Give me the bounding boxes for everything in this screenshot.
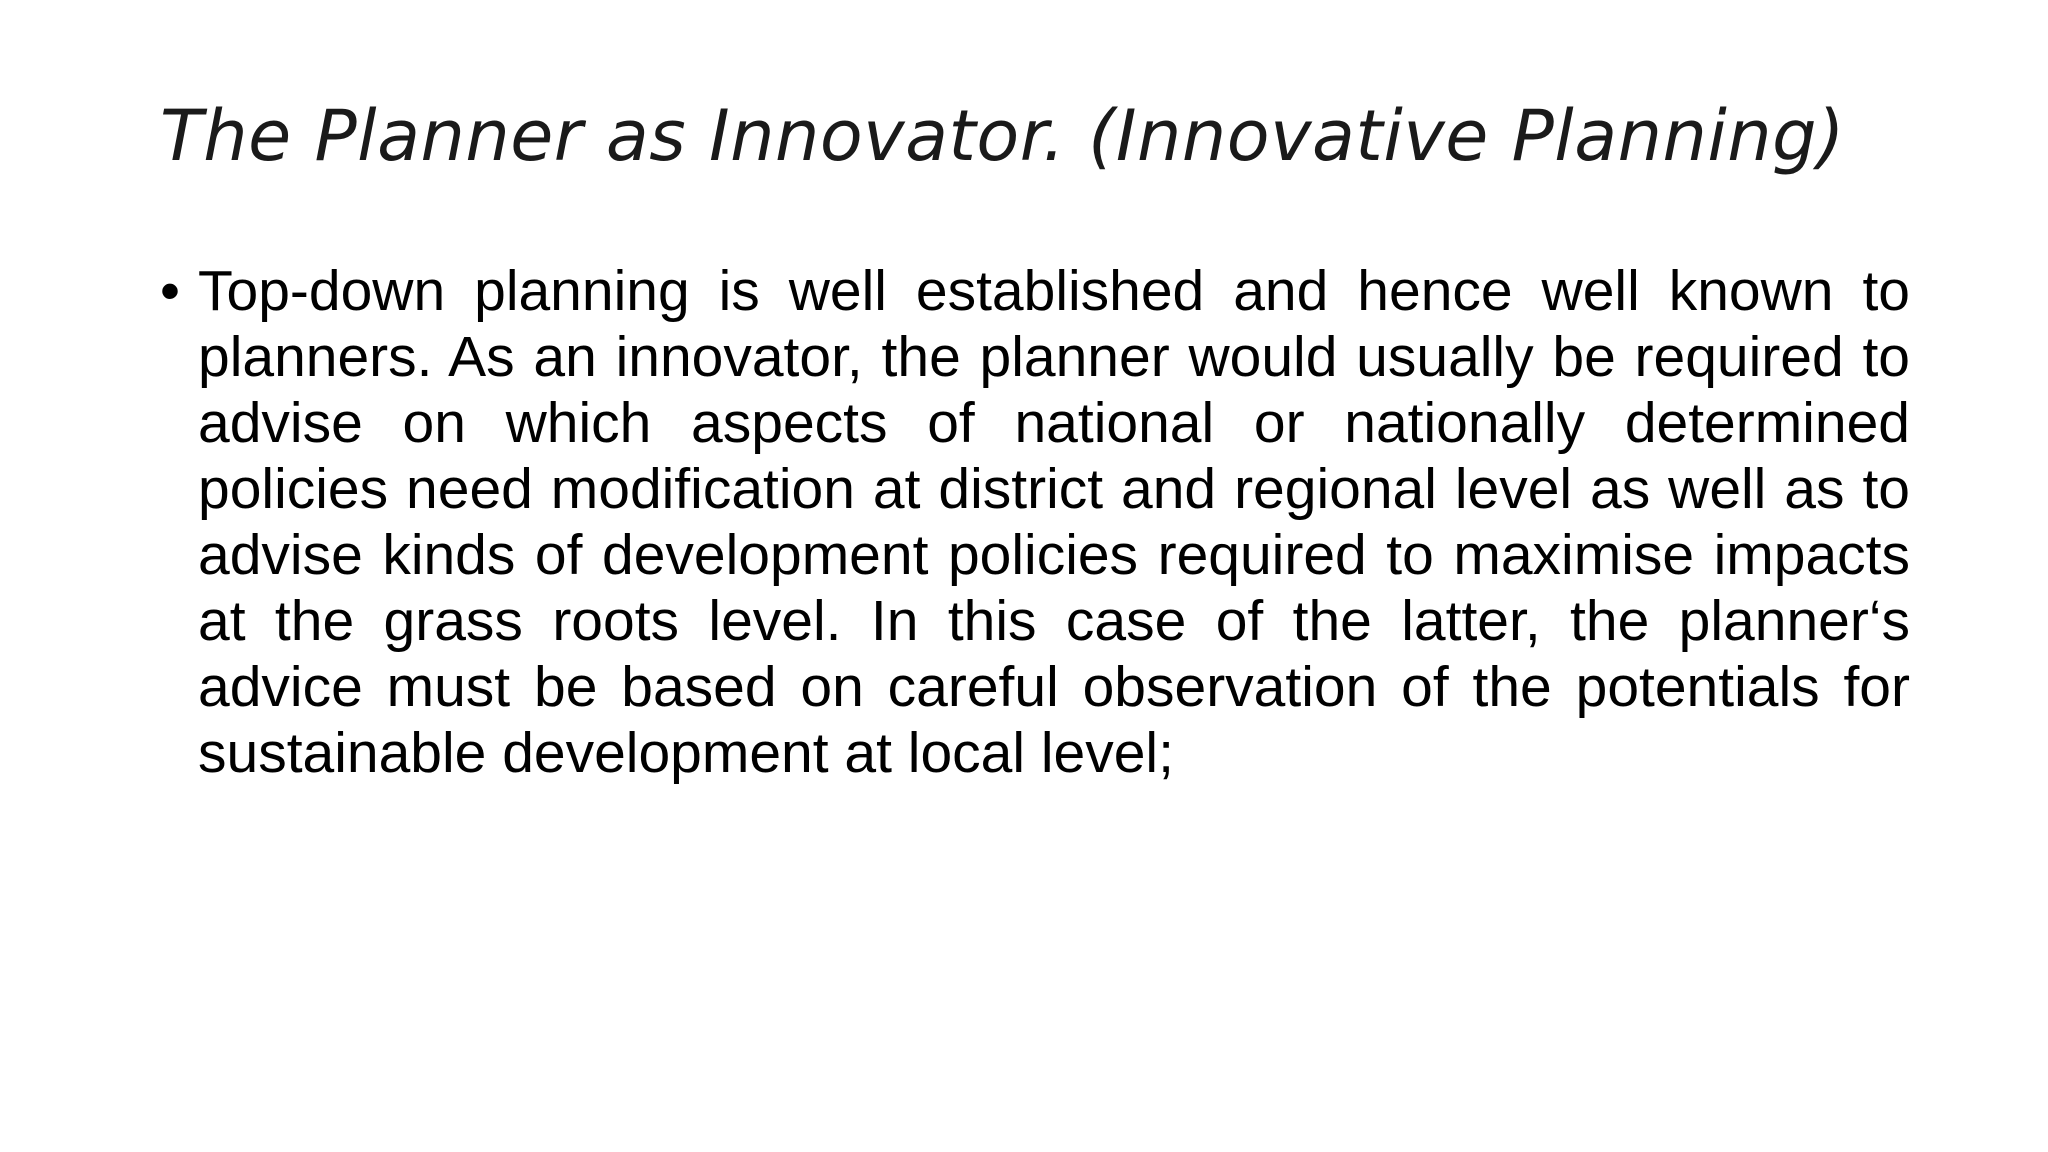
- bullet-text: Top-down planning is well established and hence well known to planners. As an innovator, the planner would usually be required to advise on which aspects of national or nationally determined policies need modification at district and regional level as well as to advise kinds of development policies required to maximise impacts at the grass roots level. In this case of the latter, the planner‘s advice must be based on careful observation of the potentials for sustainable development at local level;: [198, 259, 1910, 785]
- slide-title: The Planner as Innovator. (Innovative Planning): [160, 95, 1845, 177]
- bullet-item: [160, 258, 1910, 786]
- bullet-list: [160, 258, 1910, 786]
- bullet-marker: •: [160, 259, 180, 323]
